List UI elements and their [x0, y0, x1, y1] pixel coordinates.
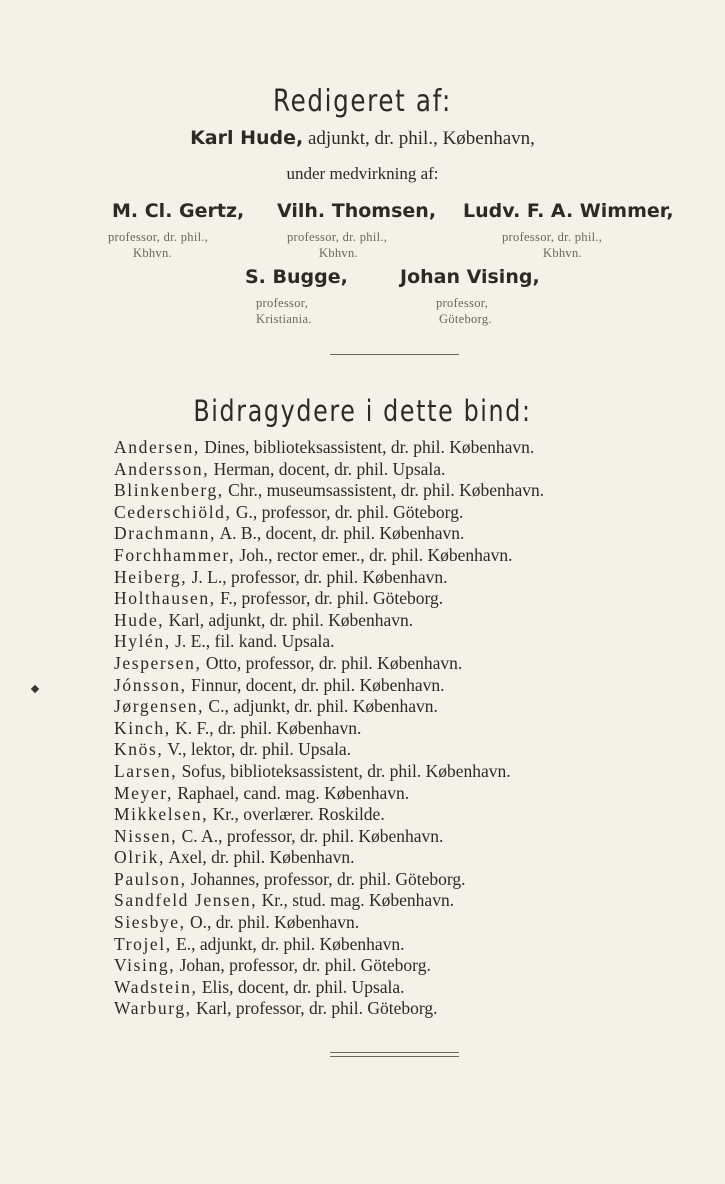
contributor-details: Dines, biblioteksassistent, dr. phil. København. [204, 437, 535, 457]
contributor-details: Otto, professor, dr. phil. København. [205, 652, 463, 673]
contributor-surname: Jørgensen, [114, 696, 205, 717]
contributor-entry [114, 955, 544, 977]
contributor-entry [114, 459, 544, 481]
collaborator-name: Vilh. Thomsen, [277, 200, 437, 222]
contributor-details: Herman, docent, dr. phil. Upsala. [213, 458, 446, 479]
contributor-details: Raphael, cand. mag. København. [177, 782, 410, 803]
contributor-surname: Wadstein, [114, 976, 198, 997]
editor-description: adjunkt, dr. phil., København, [308, 128, 535, 149]
collaboration-note: under medvirkning af: [286, 164, 439, 183]
closing-rule [330, 1052, 459, 1053]
contributor-entry [114, 718, 544, 740]
contributor-surname: Olrik, [114, 847, 165, 868]
contributor-details: C., adjunkt, dr. phil. København. [208, 696, 438, 717]
contributor-details: Karl, professor, dr. phil. Göteborg. [196, 998, 438, 1019]
collaborator-name: M. Cl. Gertz, [112, 200, 245, 222]
contributor-entry [114, 869, 544, 891]
contributor-entry [114, 480, 544, 502]
contributor-entry [114, 631, 544, 653]
contributor-details: G., professor, dr. phil. Göteborg. [235, 501, 464, 522]
collaborator-name: Johan Vising, [400, 266, 540, 288]
contributor-surname: Larsen, [114, 760, 178, 781]
contributor-surname: Meyer, [114, 782, 173, 803]
contributor-details: Kr., overlærer. Roskilde. [212, 804, 385, 825]
contributor-surname: Heiberg, [114, 566, 188, 587]
contributor-surname: Cederschiöld, [114, 501, 232, 522]
contributor-surname: Drachmann, [114, 523, 217, 544]
contributor-details: Elis, docent, dr. phil. Upsala. [201, 976, 405, 997]
contributor-entry [114, 890, 544, 912]
contributor-entry [114, 934, 544, 956]
contributor-details: A. B., docent, dr. phil. København. [219, 523, 465, 544]
contributor-surname: Holthausen, [114, 588, 216, 609]
contributor-details: Chr., museumsassistent, dr. phil. København. [228, 480, 545, 501]
contributor-entry [114, 696, 544, 718]
contributor-surname: Hylén, [114, 631, 171, 652]
contributor-entry [114, 912, 544, 934]
contributor-entry [114, 977, 544, 999]
margin-mark-icon [31, 685, 39, 693]
contributor-surname: Mikkelsen, [114, 804, 209, 825]
contributor-surname: Andersson, [114, 458, 210, 479]
contributor-surname: Jespersen, [114, 652, 202, 673]
editor-name: Karl Hude, [190, 127, 304, 149]
contributor-details: K. F., dr. phil. København. [175, 717, 362, 738]
contributor-entry [114, 847, 544, 869]
contributor-entry [114, 653, 544, 675]
contributor-entry [114, 761, 544, 783]
contributor-details: J. L., professor, dr. phil. København. [191, 566, 448, 587]
contributor-entry [114, 998, 544, 1020]
contributor-details: C. A., professor, dr. phil. København. [181, 825, 444, 846]
contributor-entry [114, 783, 544, 805]
contributor-entry [114, 675, 544, 697]
page-heading: Redigeret af: [273, 84, 452, 119]
collaborator-title: professor, dr. phil., [108, 230, 209, 244]
contributor-details: Finnur, docent, dr. phil. København. [190, 674, 445, 695]
contributor-surname: Vising, [114, 955, 176, 976]
contributor-surname: Sandfeld Jensen, [114, 890, 258, 911]
collaborator-place: Kristiania. [256, 312, 312, 326]
contributor-list [114, 437, 544, 1020]
contributor-details: Johan, professor, dr. phil. Göteborg. [179, 955, 431, 976]
contributor-surname: Jónsson, [114, 674, 187, 695]
contributor-entry [114, 739, 544, 761]
contributor-entry [114, 437, 544, 459]
contributor-details: V., lektor, dr. phil. Upsala. [167, 739, 352, 760]
contributor-surname: Siesbye, [114, 912, 186, 933]
contributor-surname: Paulson, [114, 868, 187, 889]
contributor-surname: Kinch, [114, 717, 171, 738]
collaborator-title: professor, [256, 296, 309, 310]
contributor-surname: Trojel, [114, 933, 172, 954]
contributor-entry [114, 502, 544, 524]
section-divider [330, 354, 459, 355]
collaborator-title: professor, dr. phil., [502, 230, 603, 244]
collaborator-place: Kbhvn. [133, 246, 172, 260]
contributor-details: Kr., stud. mag. København. [261, 890, 455, 911]
collaborator-place: Kbhvn. [543, 246, 582, 260]
contributor-details: O., dr. phil. København. [190, 912, 360, 933]
collaborator-place: Kbhvn. [319, 246, 358, 260]
contributor-details: Karl, adjunkt, dr. phil. København. [168, 609, 414, 630]
contributor-entry [114, 523, 544, 545]
contributor-details: F., professor, dr. phil. Göteborg. [220, 588, 444, 609]
contributor-surname: Warburg, [114, 998, 192, 1019]
contributor-details: Johannes, professor, dr. phil. Göteborg. [190, 868, 466, 889]
collaborator-title: professor, dr. phil., [287, 230, 388, 244]
contributor-details: Axel, dr. phil. København. [168, 847, 355, 868]
contributor-entry [114, 610, 544, 632]
editor-line [0, 127, 725, 150]
closing-rule [330, 1056, 459, 1057]
contributor-surname: Knös, [114, 739, 164, 760]
contributors-heading: Bidragydere i dette bind: [193, 394, 532, 428]
contributor-entry [114, 826, 544, 848]
contributor-details: E., adjunkt, dr. phil. København. [176, 933, 405, 954]
contributor-surname: Nissen, [114, 825, 178, 846]
contributor-details: Sofus, biblioteksassistent, dr. phil. København. [181, 760, 511, 781]
collaborator-title: professor, [436, 296, 489, 310]
collaborator-place: Göteborg. [439, 312, 492, 326]
collaborator-name: S. Bugge, [245, 266, 348, 288]
contributor-surname: Forchhammer, [114, 544, 236, 565]
collaborator-name: Ludv. F. A. Wimmer, [463, 200, 674, 222]
contributor-entry [114, 545, 544, 567]
contributor-details: Joh., rector emer., dr. phil. København. [239, 544, 513, 565]
contributor-surname: Andersen, [114, 437, 200, 457]
contributor-details: J. E., fil. kand. Upsala. [175, 631, 335, 652]
contributor-surname: Hude, [114, 609, 165, 630]
contributor-entry [114, 567, 544, 589]
contributor-entry [114, 588, 544, 610]
contributor-entry [114, 804, 544, 826]
contributor-surname: Blinkenberg, [114, 480, 224, 501]
